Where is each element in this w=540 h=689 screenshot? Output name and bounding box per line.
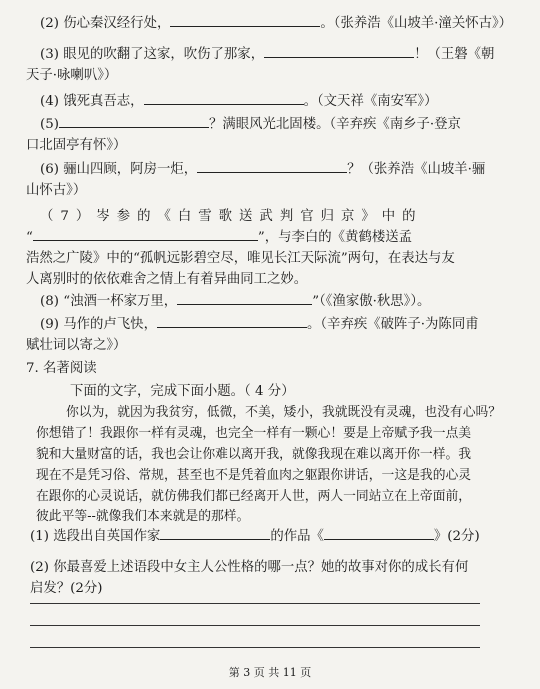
item-text: 浩然之广陵》中的“孤帆远影碧空尽，唯见长江天际流”两句，在表达与友 [26,251,455,266]
item-source: 。（文天祥《南安军》） [303,94,438,109]
item-text: (5) [40,117,59,132]
answer-line[interactable] [30,603,480,604]
answer-line[interactable] [30,647,480,648]
answer-blank[interactable] [144,90,304,105]
item-source: 。（张养浩《山坡羊·潼关怀古》） [320,16,513,31]
answer-blank[interactable] [157,313,307,328]
answer-blank[interactable] [264,43,414,58]
sub1-text: (1) 选段出自英国作家 [30,529,161,544]
q6-item-7-cont1 [0,247,540,266]
q6-item-4 [0,90,540,109]
item-source: 山怀古》） [26,183,87,198]
item-source: 天子·咏喇叭》） [26,68,118,83]
q6-item-9-cont [0,334,540,353]
item-source: 口北固亭有怀》） [26,138,127,153]
item-source: 赋壮词以寄之》） [26,338,127,353]
q7-instruction: 下面的文字，完成下面小题。（ 4 分） [70,384,295,399]
q7-heading: 7. 名著阅读 [26,361,97,376]
quote-open: “ [26,230,33,245]
item-text: (3) 眼见的吹翻了这家，吹伤了那家， [40,47,265,62]
item-text: 人离别时的依依难舍之情上有着异曲同工之妙。 [26,272,308,287]
item-text: （7）岑参的《白雪歌送武判官归京》中的 [40,209,423,224]
item-source: ？（张养浩《山坡羊·骊 [347,162,486,177]
answer-blank[interactable] [33,226,258,241]
author-blank[interactable] [160,525,270,540]
page-footer: 第 3 页 共 11 页 [228,666,312,679]
passage-line: 在跟你的心灵说话，就仿佛我们都已经离开人世，两人一同站立在上帝面前， [36,489,472,504]
passage-line: 你想错了！我跟你一样有灵魂，也完全一样有一颗心！要是上帝赋予我一点美 [36,426,472,441]
item-text: (6) 骊山四顾，阿房一炬， [40,162,198,177]
q6-item-7 [0,205,540,224]
answer-blank[interactable] [177,290,312,305]
q6-item-6-cont [0,179,540,198]
q6-item-5-cont [0,134,540,153]
q6-item-3 [0,43,540,62]
item-text: ”，与李白的《黄鹤楼送孟 [257,230,413,245]
sub1-score: 》(2分) [433,529,480,544]
answer-blank[interactable] [197,158,347,173]
item-source: 。（辛弃疾《破阵子·为陈同甫 [306,317,479,332]
item-source: ！（王磐《朝 [414,47,495,62]
q6-item-9 [0,313,540,332]
answer-blank[interactable] [170,12,320,27]
q7-sub1 [0,525,540,544]
q6-item-3-cont [0,64,540,83]
q6-item-6 [0,158,540,177]
q6-item-7-blank [0,226,540,245]
q7-sub2-line1: (2) 你最喜爱上述语段中女主人公性格的哪一点？她的故事对你的成长有何 [30,560,469,575]
sub1-text: 的作品《 [270,529,324,544]
item-text: (9) 马作的卢飞快， [40,317,157,332]
title-blank[interactable] [324,525,434,540]
item-source: ”（《渔家傲·秋思》）。 [312,294,431,309]
answer-blank[interactable] [59,113,209,128]
q6-item-5 [0,113,540,132]
passage-line: 彼此平等--就像我们本来就是的那样。 [36,509,250,524]
passage-line: 现在不是凭习俗、常规，甚至也不是凭着血肉之躯跟你讲话，一这是我的心灵 [36,468,472,483]
answer-line[interactable] [30,625,480,626]
passage-line: 你以为，就因为我贫穷，低微，不美，矮小，我就既没有灵魂，也没有心吗？ [66,405,502,420]
passage-line: 貌和大量财富的话，我也会让你难以离开我，就像我现在难以离开你一样。我 [36,447,472,462]
item-source: ？满眼风光北固楼。（辛弃疾《南乡子·登京 [208,117,461,132]
item-text: (8) “浊酒一杯家万里， [40,294,178,309]
q6-item-2 [0,12,540,31]
q6-item-7-cont2 [0,268,540,287]
item-text: (2) 伤心秦汉经行处， [40,16,171,31]
q6-item-8 [0,290,540,309]
q7-sub2-line2: 启发？(2分) [30,581,103,596]
item-text: (4) 饿死真吾志， [40,94,144,109]
